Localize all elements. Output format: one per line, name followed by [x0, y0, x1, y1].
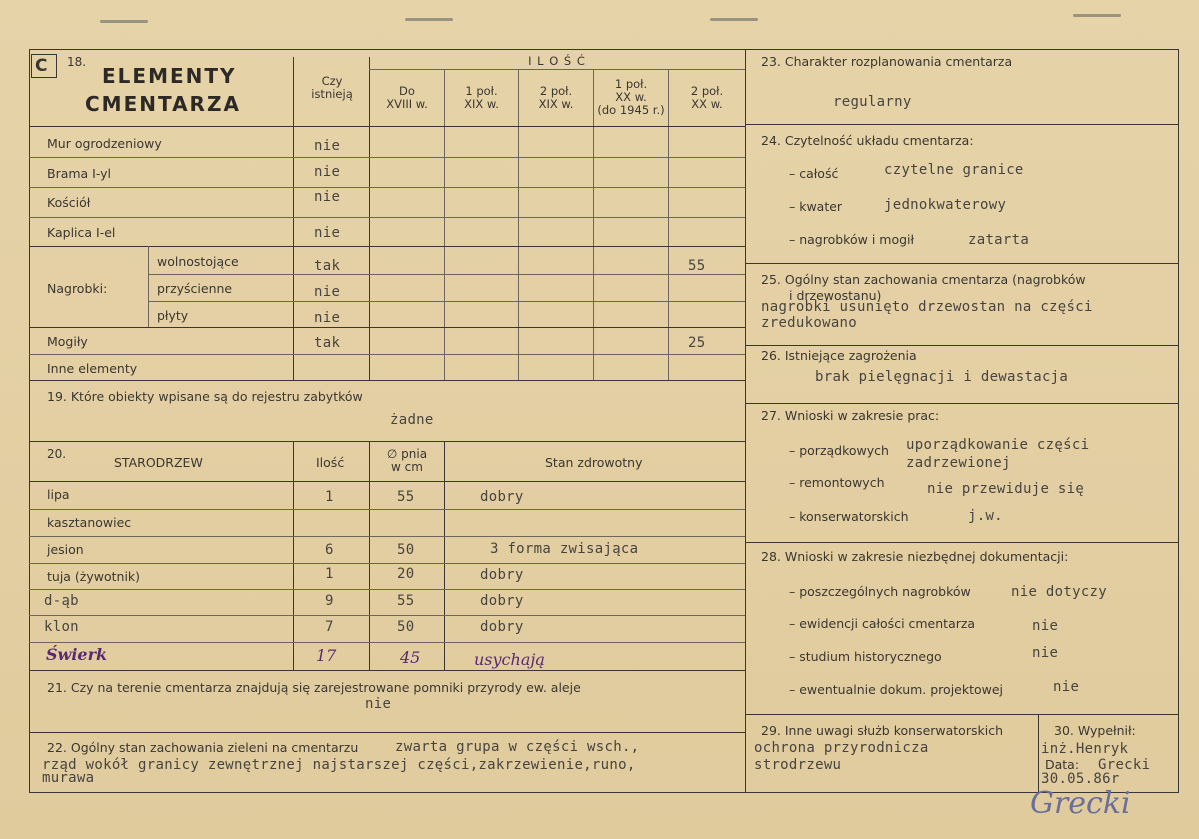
- tree-qty: 1: [325, 489, 334, 505]
- s24-item-label: – całość: [789, 166, 839, 181]
- section-24-label: 24. Czytelność układu cmentarza:: [761, 133, 974, 148]
- signature: Grecki: [1030, 786, 1131, 821]
- filled-by-surname: Grecki: [1098, 757, 1151, 773]
- section-19-label: 19. Które obiekty wpisane są do rejestru zabytków: [47, 389, 363, 404]
- section-18-title-line2: CMENTARZA: [85, 92, 241, 116]
- period-header-2: 1 poł. XIX w.: [464, 84, 499, 111]
- grid-line: [29, 642, 745, 643]
- section-22-answer-line3: murawa: [42, 770, 95, 786]
- col-ilosc-header: I L O Ś Ć: [528, 54, 586, 68]
- grid-line: [745, 714, 1178, 715]
- s24-item-label: – nagrobków i mogił: [789, 232, 915, 247]
- exists-value: tak: [314, 335, 341, 351]
- section-21-label: 21. Czy na terenie cmentarza znajdują się zarejestrowane pomniki przyrody ew. aleje: [47, 680, 581, 695]
- period-header-3: 2 poł. XIX w.: [538, 84, 574, 111]
- grid-line: [148, 246, 149, 327]
- s27-item-answer: j.w.: [968, 508, 1003, 524]
- section-20-number: 20.: [47, 447, 67, 461]
- s28-item-label: – ewidencji całości cmentarza: [789, 616, 976, 631]
- tree-qty: 7: [325, 619, 334, 635]
- grid-line: [29, 615, 745, 616]
- frame-line: [1178, 49, 1179, 792]
- grid-line: [29, 327, 745, 328]
- grid-line: [745, 263, 1178, 264]
- grid-line: [444, 441, 445, 670]
- tree-diam: 55: [397, 489, 415, 505]
- s27-item-answer: uporządkowanie części: [906, 437, 1090, 453]
- section-23-answer: regularny: [833, 94, 912, 110]
- tree-health: dobry: [480, 619, 524, 635]
- tree-health: 3 forma zwisająca: [490, 541, 639, 557]
- grid-line: [668, 70, 669, 380]
- row-label: Inne elementy: [47, 361, 138, 376]
- section-26-answer: brak pielęgnacji i dewastacja: [815, 369, 1069, 385]
- frame-line: [29, 49, 30, 792]
- grid-line: [745, 345, 1178, 346]
- tree-qty: 6: [325, 542, 334, 558]
- tree-health: dobry: [480, 567, 524, 583]
- grid-line: [29, 536, 745, 537]
- tree-health: dobry: [480, 593, 524, 609]
- grid-line: [29, 732, 745, 733]
- grid-line: [29, 380, 745, 381]
- grid-line: [1038, 714, 1039, 792]
- exists-value: nie: [314, 284, 341, 300]
- exists-value: tak: [314, 258, 341, 274]
- perforation-mark: [405, 18, 453, 21]
- perforation-mark: [710, 18, 758, 21]
- section-21-answer: nie: [365, 696, 392, 712]
- grid-line: [149, 301, 745, 302]
- grid-line: [444, 70, 445, 380]
- row-label: Kaplica I-el: [47, 225, 116, 240]
- section-29-answer-line2: strodrzewu: [754, 757, 842, 773]
- section-23-label: 23. Charakter rozplanowania cmentarza: [761, 54, 1013, 69]
- row-label: Kościół: [47, 195, 91, 210]
- grid-line: [518, 70, 519, 380]
- tree-name: d-ąb: [44, 593, 79, 609]
- tree-name: tuja (żywotnik): [47, 569, 141, 584]
- section-25-answer-line1: nagrobki usunięto drzewostan na części: [761, 299, 1093, 315]
- form-letter: C: [35, 56, 48, 76]
- tree-diam: 50: [397, 619, 415, 635]
- row-label: płyty: [157, 308, 189, 323]
- grid-line: [369, 69, 745, 70]
- col-health-header: Stan zdrowotny: [545, 455, 643, 470]
- exists-value: nie: [314, 138, 341, 154]
- grid-line: [29, 354, 745, 355]
- s27-item-label: – remontowych: [789, 475, 885, 490]
- tree-qty-handwritten: 17: [316, 646, 337, 665]
- section-18-number: 18.: [67, 55, 87, 69]
- grid-line: [29, 670, 745, 671]
- grid-line: [29, 126, 745, 127]
- grid-line: [149, 274, 745, 275]
- perforation-mark: [1073, 14, 1121, 17]
- s28-item-answer: nie: [1032, 645, 1059, 661]
- grid-line: [293, 57, 294, 380]
- tree-health: dobry: [480, 489, 524, 505]
- exists-value: nie: [314, 310, 341, 326]
- date-label: Data:: [1045, 757, 1080, 772]
- count-value: 25: [688, 335, 706, 351]
- exists-value: nie: [314, 225, 341, 241]
- perforation-mark: [100, 20, 148, 23]
- section-22-answer-line1: zwarta grupa w części wsch.,: [395, 739, 640, 755]
- exists-value: nie: [314, 189, 341, 205]
- grid-line: [29, 563, 745, 564]
- s27-item-label: – konserwatorskich: [789, 509, 909, 524]
- tree-name: klon: [44, 619, 79, 635]
- tree-name-handwritten: Świerk: [46, 645, 108, 664]
- section-27-label: 27. Wnioski w zakresie prac:: [761, 408, 940, 423]
- tree-diam: 20: [397, 566, 415, 582]
- grid-line: [293, 441, 294, 670]
- col-exists-header: Czy istnieją: [311, 74, 353, 101]
- date-value: 30.05.86r: [1041, 771, 1120, 787]
- row-label: przyścienne: [157, 281, 233, 296]
- section-25-answer-line2: zredukowano: [761, 315, 858, 331]
- tree-qty: 9: [325, 593, 334, 609]
- frame-line: [29, 792, 1179, 793]
- grid-line: [29, 157, 745, 158]
- filled-by-name: inż.Henryk: [1041, 741, 1129, 757]
- section-22-label: 22. Ogólny stan zachowania zieleni na cmentarzu: [47, 740, 359, 755]
- tree-health-handwritten: usychają: [474, 650, 545, 669]
- grid-line: [745, 542, 1178, 543]
- s28-item-label: – poszczególnych nagrobków: [789, 584, 971, 599]
- section-19-answer: żadne: [390, 412, 434, 428]
- tree-name: jesion: [47, 542, 84, 557]
- s27-item-answer: zadrzewionej: [906, 455, 1011, 471]
- tree-diam: 50: [397, 542, 415, 558]
- grid-line: [29, 441, 745, 442]
- s24-item-answer: czytelne granice: [884, 162, 1024, 178]
- grid-line: [29, 246, 745, 247]
- frame-line: [29, 49, 1179, 50]
- count-value: 55: [688, 258, 706, 274]
- section-30-label: 30. Wypełnił:: [1054, 723, 1136, 738]
- tree-diam-handwritten: 45: [400, 648, 421, 667]
- col-diam-header: ∅ pnia w cm: [386, 447, 428, 474]
- s28-item-answer: nie dotyczy: [1011, 584, 1108, 600]
- s24-item-label: – kwater: [789, 199, 843, 214]
- section-18-title-line1: ELEMENTY: [102, 64, 237, 88]
- row-label: Mur ogrodzeniowy: [47, 136, 162, 151]
- grid-line: [745, 403, 1178, 404]
- s24-item-answer: jednokwaterowy: [884, 197, 1007, 213]
- row-label: Brama I-yl: [47, 166, 112, 181]
- s28-item-answer: nie: [1053, 679, 1080, 695]
- tree-qty: 1: [325, 566, 334, 582]
- period-header-1: Do XVIII w.: [386, 84, 428, 111]
- section-28-label: 28. Wnioski w zakresie niezbędnej dokumentacji:: [761, 549, 1069, 564]
- col-qty-header: Ilość: [316, 455, 345, 470]
- section-25-label-line1: 25. Ogólny stan zachowania cmentarza (nagrobków: [761, 272, 1086, 287]
- column-divider: [745, 49, 746, 792]
- grid-line: [29, 187, 745, 188]
- tree-name: lipa: [47, 487, 70, 502]
- s27-item-label: – porządkowych: [789, 443, 889, 458]
- tree-diam: 55: [397, 593, 415, 609]
- nagrobki-label: Nagrobki:: [47, 281, 108, 296]
- grid-line: [745, 124, 1178, 125]
- tree-name: kasztanowiec: [47, 515, 132, 530]
- s28-item-label: – studium historycznego: [789, 649, 942, 664]
- period-header-4: 1 poł. XX w. (do 1945 r.): [597, 77, 665, 117]
- grid-line: [29, 217, 745, 218]
- period-header-5: 2 poł. XX w.: [690, 84, 724, 111]
- section-26-label: 26. Istniejące zagrożenia: [761, 348, 917, 363]
- grid-line: [369, 441, 370, 670]
- section-22-answer-line2: rząd wokół granicy zewnętrznej najstarszej części,zakrzewienie,runo,: [42, 757, 636, 773]
- section-20-title: STARODRZEW: [114, 455, 203, 470]
- row-label: wolnostojące: [157, 254, 239, 269]
- section-25-label-line2: i drzewostanu): [789, 288, 882, 303]
- section-29-answer-line1: ochrona przyrodnicza: [754, 740, 929, 756]
- exists-value: nie: [314, 164, 341, 180]
- s24-item-answer: zatarta: [968, 232, 1030, 248]
- grid-line: [29, 509, 745, 510]
- s27-item-answer: nie przewiduje się: [927, 481, 1085, 497]
- s28-item-label: – ewentualnie dokum. projektowej: [789, 682, 1004, 697]
- section-29-label: 29. Inne uwagi służb konserwatorskich: [761, 723, 1003, 738]
- grid-line: [29, 589, 745, 590]
- s28-item-answer: nie: [1032, 618, 1059, 634]
- row-label: Mogiły: [47, 334, 88, 349]
- grid-line: [29, 481, 745, 482]
